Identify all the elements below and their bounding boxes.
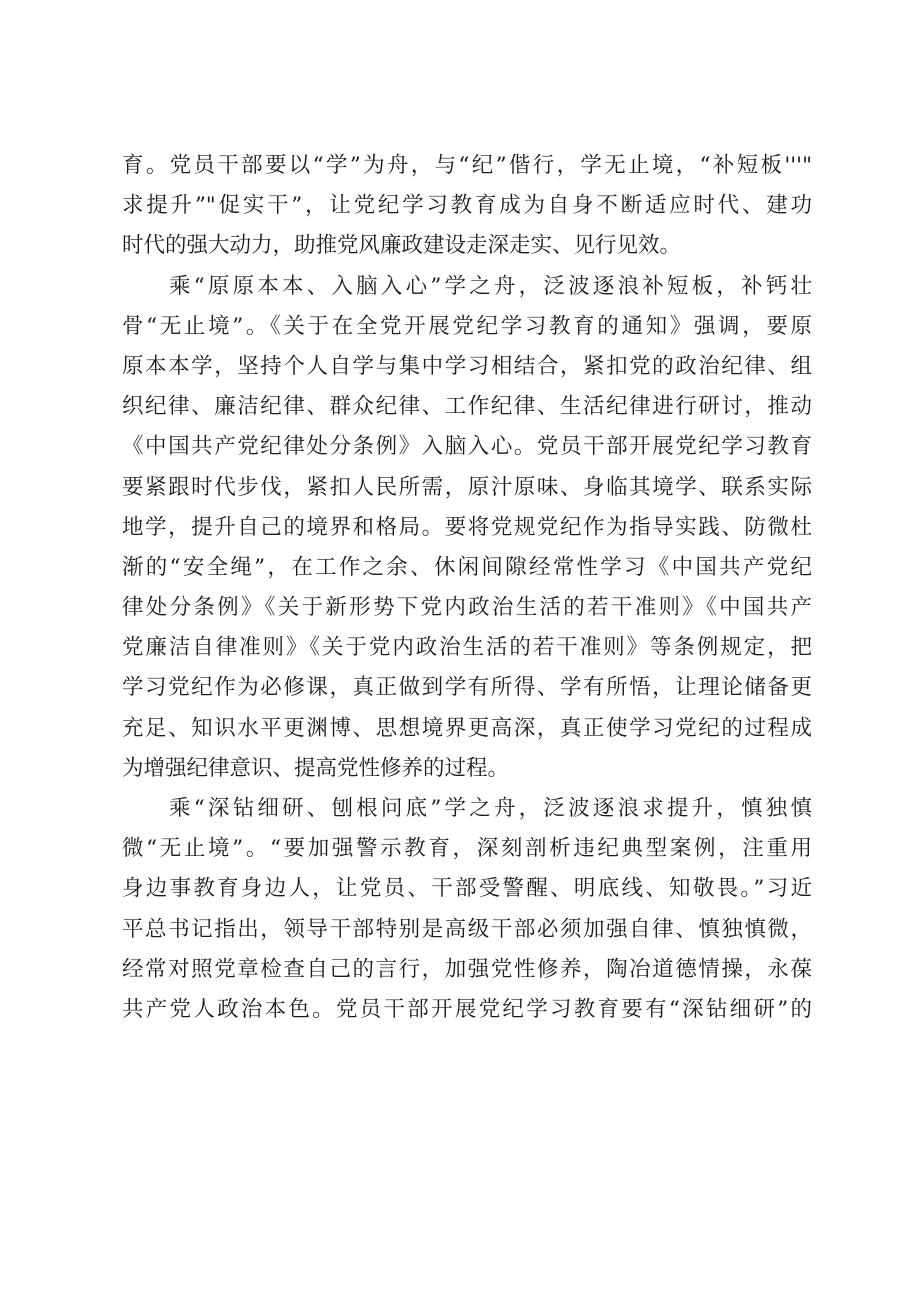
text-line: 《中国共产党纪律处分条例》入脑入心。党员干部开展党纪学习教育 (122, 434, 812, 460)
text-line: 学习党纪作为必修课，真正做到学有所得、学有所悟，让理论储备更 (122, 675, 812, 701)
text-line: 渐的“安全绳”，在工作之余、休闲间隙经常性学习《中国共产党纪 (122, 554, 812, 580)
text-line: 律处分条例》《关于新形势下党内政治生活的若干准则》《中国共产 (122, 595, 812, 621)
text-line: 微“无止境”。“要加强警示教育，深刻剖析违纪典型案例，注重用 (122, 836, 812, 862)
paragraph-1 (122, 146, 812, 267)
text-line: 乘“深钻细研、刨根问底”学之舟，泛波逐浪求提升，慎独慎 (169, 796, 812, 821)
text-line: 身边事教育身边人，让党员、干部受警醒、明底线、知敬畏。”习近 (122, 876, 812, 902)
paragraph-3 (122, 789, 812, 1030)
text-line: 原本本学，坚持个人自学与集中学习相结合，紧扣党的政治纪律、组 (122, 353, 812, 379)
text-line: 求提升”"促实干”，让党纪学习教育成为自身不断适应时代、建功 (122, 193, 812, 219)
text-line: 为增强纪律意识、提高党性修养的过程。 (122, 755, 510, 781)
text-line: 党廉洁自律准则》《关于党内政治生活的若干准则》等条例规定，把 (122, 635, 812, 661)
text-line: 育。党员干部要以“学”为舟，与“纪”偕行，学无止境，“补短板'''" (122, 153, 812, 178)
text-line: 经常对照党章检查自己的言行，加强党性修养，陶冶道德情操，永葆 (122, 956, 812, 982)
paragraph-2 (122, 267, 812, 789)
text-line: 共产党人政治本色。党员干部开展党纪学习教育要有“深钻细研”的 (122, 996, 812, 1022)
text-line: 骨“无止境”。《关于在全党开展党纪学习教育的通知》强调，要原 (122, 313, 812, 339)
text-line: 要紧跟时代步伐，紧扣人民所需，原汁原味、身临其境学、联系实际 (122, 474, 812, 500)
text-line: 充足、知识水平更渊博、思想境界更高深，真正使学习党纪的过程成 (122, 715, 812, 741)
text-line: 乘“原原本本、入脑入心”学之舟，泛波逐浪补短板，补钙壮 (169, 273, 812, 299)
text-line: 织纪律、廉洁纪律、群众纪律、工作纪律、生活纪律进行研讨，推动 (122, 394, 812, 420)
document-body (122, 146, 812, 1030)
text-line: 平总书记指出，领导干部特别是高级干部必须加强自律、慎独慎微， (122, 916, 812, 942)
text-line: 时代的强大动力，助推党风廉政建设走深走实、见行见效。 (122, 233, 682, 259)
text-line: 地学，提升自己的境界和格局。要将党规党纪作为指导实践、防微杜 (122, 514, 812, 540)
